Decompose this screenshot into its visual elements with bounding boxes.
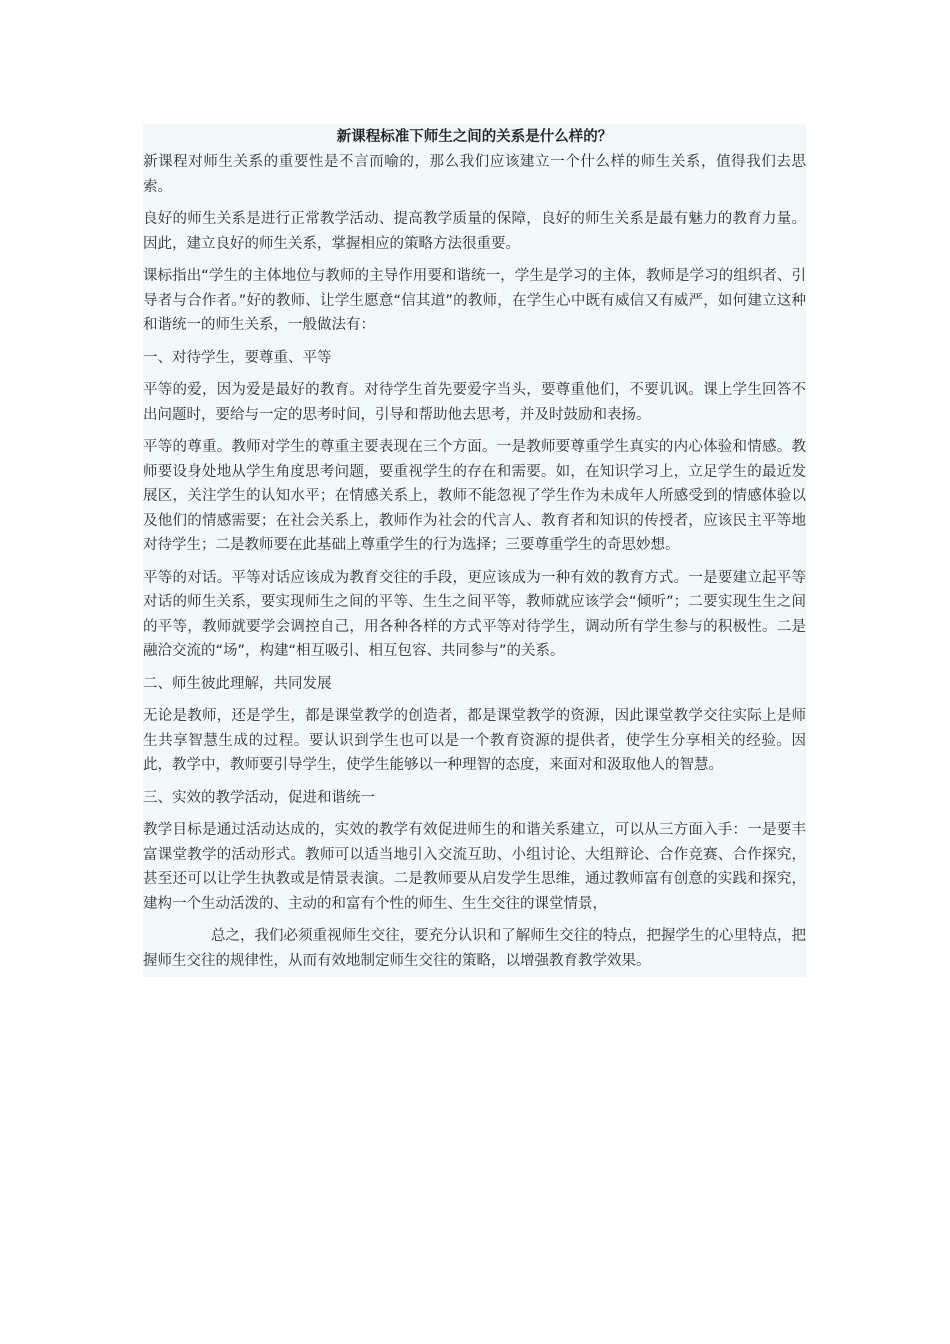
article-title: 新课程标准下师生之间的关系是什么样的？ [336, 129, 613, 145]
paragraph-good-relationship: 良好的师生关系是进行正常教学活动、提高教学质量的保障，良好的师生关系是最有魅力的教育力量。因此，建立良好的师生关系，掌握相应的策略方法很重要。 [143, 211, 806, 252]
article-body [143, 124, 806, 977]
paragraph-equal-love: 平等的爱，因为爱是最好的教育。对待学生首先要爱字当头，要尊重他们，不要讥讽。课上学生回答不出问题时，要给与一定的思考时间，引导和帮助他去思考，并及时鼓励和表扬。 [143, 382, 806, 423]
paragraph-curriculum-standard: 课标指出“学生的主体地位与教师的主导作用要和谐统一，学生是学习的主体，教师是学习的组织者、引导者与合作者。”好的教师、让学生愿意“信其道”的教师，在学生心中既有威信又有威严，如何建立这种和谐统一的师生关系，一般做法有： [143, 268, 806, 333]
section-heading-effective-activities: 三、实效的教学活动，促进和谐统一 [143, 789, 375, 806]
paragraph-intro: 新课程对师生关系的重要性是不言而喻的，那么我们应该建立一个什么样的师生关系，值得我们去思索。 [143, 154, 806, 195]
section-heading-mutual-understanding: 二、师生彼此理解，共同发展 [143, 675, 332, 692]
paragraph-shared-wisdom: 无论是教师，还是学生，都是课堂教学的创造者，都是课堂教学的资源，因此课堂教学交往实际上是师生共享智慧生成的过程。要认识到学生也可以是一个教育资源的提供者，使学生分享相关的经验。因此，教学中，教师要引导学生，使学生能够以一种理智的态度，来面对和汲取他人的智慧。 [143, 708, 806, 773]
paragraph-equal-respect: 平等的尊重。教师对学生的尊重主要表现在三个方面。一是教师要尊重学生真实的内心体验和情感。教师要设身处地从学生角度思考问题，要重视学生的存在和需要。如，在知识学习上，立足学生的最近发展区，关注学生的认知水平；在情感关系上，教师不能忽视了学生作为未成年人所感受到的情感体验以及他们的情感需要；在社会关系上，教师作为社会的代言人、教育者和知识的传授者，应该民主平等地对待学生；二是教师要在此基础上尊重学生的行为选择；三要尊重学生的奇思妙想。 [143, 439, 806, 553]
paragraph-teaching-goals: 教学目标是通过活动达成的，实效的教学有效促进师生的和谐关系建立，可以从三方面入手：一是要丰富课堂教学的活动形式。教师可以适当地引入交流互助、小组讨论、大组辩论、合作竞赛、合作探究，甚至还可以让学生执教或是情景表演。二是教师要从启发学生思维，通过教师富有创意的实践和探究，建构一个生动活泼的、主动的和富有个性的师生、生生交往的课堂情景， [143, 822, 806, 912]
paragraph-conclusion: 总之，我们必须重视师生交往，要充分认识和了解师生交往的特点，把握学生的心里特点，把握师生交往的规律性，从而有效地制定师生交往的策略，以增强教育教学效果。 [143, 928, 806, 969]
section-heading-respect-equality: 一、对待学生，要尊重、平等 [143, 349, 332, 366]
paragraph-equal-dialogue: 平等的对话。平等对话应该成为教育交往的手段，更应该成为一种有效的教育方式。一是要建立起平等对话的师生关系，要实现师生之间的平等、生生之间平等，教师就应该学会“倾听”；二要实现生生之间的平等，教师就要学会调控自己，用各种各样的方式平等对待学生，调动所有学生参与的积极性。二是融洽交流的“场”，构建“相互吸引、相互包容、共同参与”的关系。 [143, 569, 806, 659]
